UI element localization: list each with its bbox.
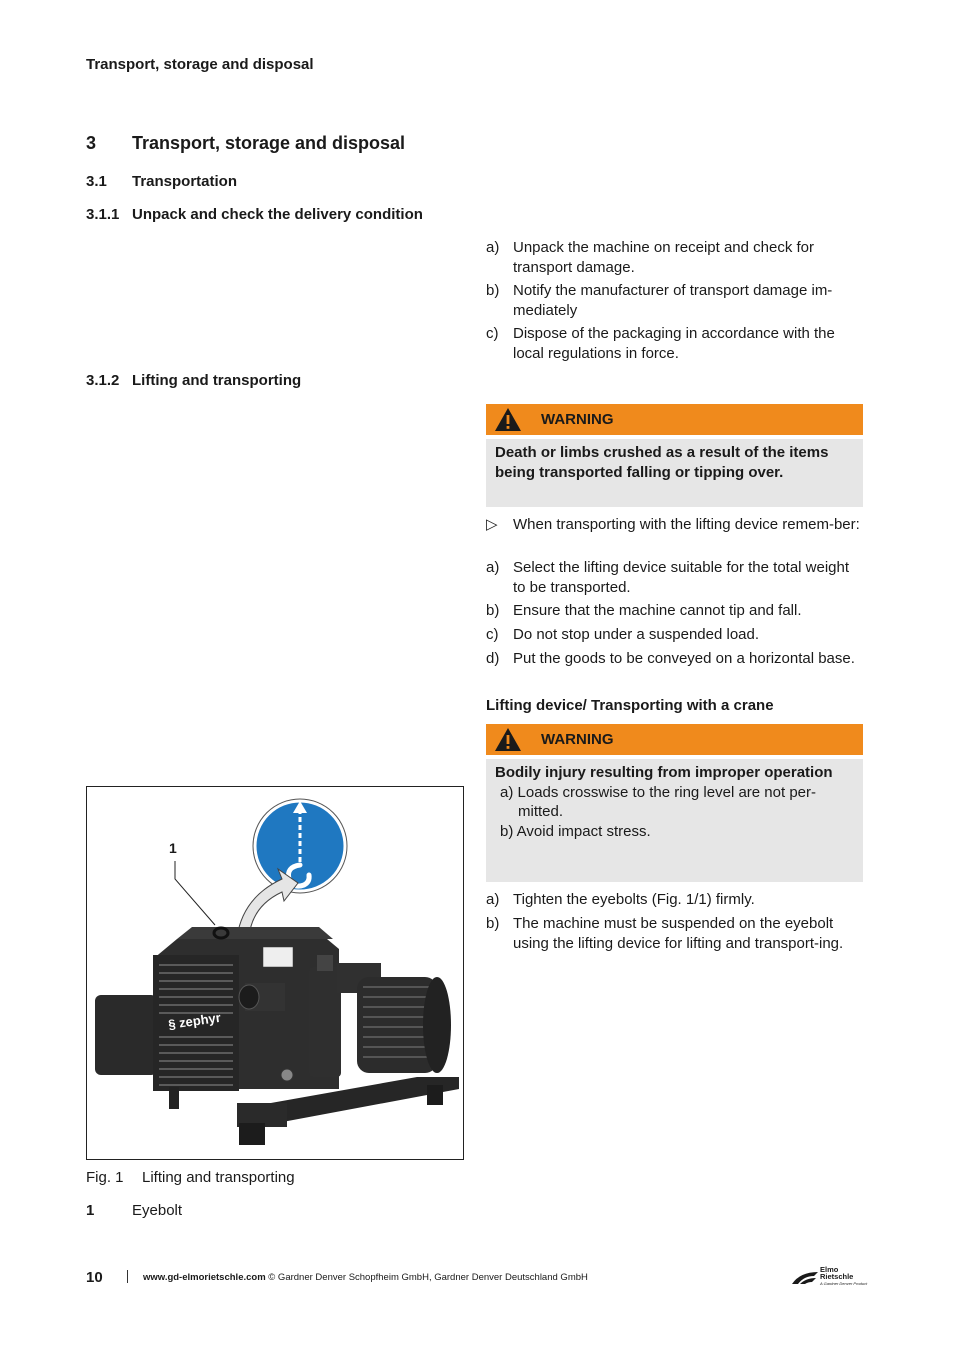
list-text: Notify the manufacturer of transport damage im-mediately [513,282,833,319]
logo-line2: Rietschle [820,1272,854,1281]
logo-tagline: A Gardner Denver Product [820,1281,868,1286]
list-marker: b) [486,602,500,619]
list-item [486,238,864,277]
elmo-rietschle-swoosh-icon [790,1270,820,1286]
warning-item-a-cont: mitted. [518,803,564,820]
subsection-title-3-1: Transportation [132,173,238,190]
list-marker: c) [486,325,499,342]
warning-title: Bodily injury resulting from improper operation [495,764,833,781]
list-text: Dispose of the packaging in accordance with the local regulations in force. [513,325,835,362]
warning-body [486,759,863,882]
logo-line1: Elmo [820,1265,839,1274]
footer-text [143,1272,588,1283]
list-item [486,649,864,669]
figure-caption-label: Fig. 1 [86,1169,124,1186]
subsection-number-3-1-1: 3.1.1 [86,206,120,223]
section-number: 3 [86,133,97,153]
list-marker: a) [486,559,500,576]
legend-text: Eyebolt [132,1202,183,1219]
subsection-title-3-1-1: Unpack and check the delivery condition [132,206,423,223]
footer-divider [127,1270,128,1283]
warning-label: WARNING [541,411,614,428]
warning-header [486,404,863,435]
list-item [486,890,864,910]
list-item [486,625,864,645]
list-item [486,281,864,320]
list-text: Put the goods to be conveyed on a horizontal base. [513,650,855,667]
company-logo [790,1266,866,1290]
list-text: When transporting with the lifting device remem-ber: [513,516,860,533]
list-text: Unpack the machine on receipt and check for transport damage. [513,239,815,276]
pump-brand-label: § zephyr [167,1009,222,1032]
list-text: Tighten the eyebolts (Fig. 1/1) firmly. [513,891,755,908]
subsection-title-3-1-2: Lifting and transporting [132,372,302,389]
crane-heading: Lifting device/ Transporting with a crane [486,697,774,714]
list-marker: b) [486,915,500,932]
warning-label: WARNING [541,731,614,748]
figure-caption-text: Lifting and transporting [142,1169,295,1186]
list-item [486,914,864,953]
vacuum-pump-illustration [87,787,463,1159]
list-marker: c) [486,626,499,643]
list-item [486,558,864,597]
figure-callout: 1 [169,840,177,856]
footer-url[interactable]: www.gd-elmorietschle.com [143,1272,266,1283]
list-text: Select the lifting device suitable for the total weight to be transported. [513,559,850,596]
footer-copyright: © Gardner Denver Schopfheim GmbH, Gardner Denver Deutschland GmbH [268,1272,588,1283]
warning-item-b: b) Avoid impact stress. [500,822,651,840]
figure-frame [86,786,464,1160]
warning-text: Death or limbs crushed as a result of the items being transported falling or tipping over. [495,444,829,481]
list-text: The machine must be suspended on the eyebolt using the lifting device for lifting and transport-ing. [513,915,844,952]
list-item [486,601,864,621]
list-marker: b) [486,282,500,299]
warning-triangle-icon [494,407,522,432]
warning-body [486,439,863,507]
list-item [486,324,864,363]
page-number: 10 [86,1269,103,1286]
list-item [486,515,864,535]
list-text: Ensure that the machine cannot tip and fall. [513,602,802,619]
arrow-bullet-icon: ▷ [486,516,498,533]
warning-item-a: a) Loads crosswise to the ring level are not per- [500,783,816,801]
list-marker: a) [486,239,500,256]
subsection-number-3-1-2: 3.1.2 [86,372,120,389]
list-text: Do not stop under a suspended load. [513,626,760,643]
subsection-number-3-1: 3.1 [86,173,107,190]
warning-triangle-icon [494,727,522,752]
legend-number: 1 [86,1202,95,1219]
list-marker: a) [486,891,500,908]
list-marker: d) [486,650,500,667]
section-title: Transport, storage and disposal [132,133,406,153]
running-title: Transport, storage and disposal [86,56,314,73]
warning-header [486,724,863,755]
